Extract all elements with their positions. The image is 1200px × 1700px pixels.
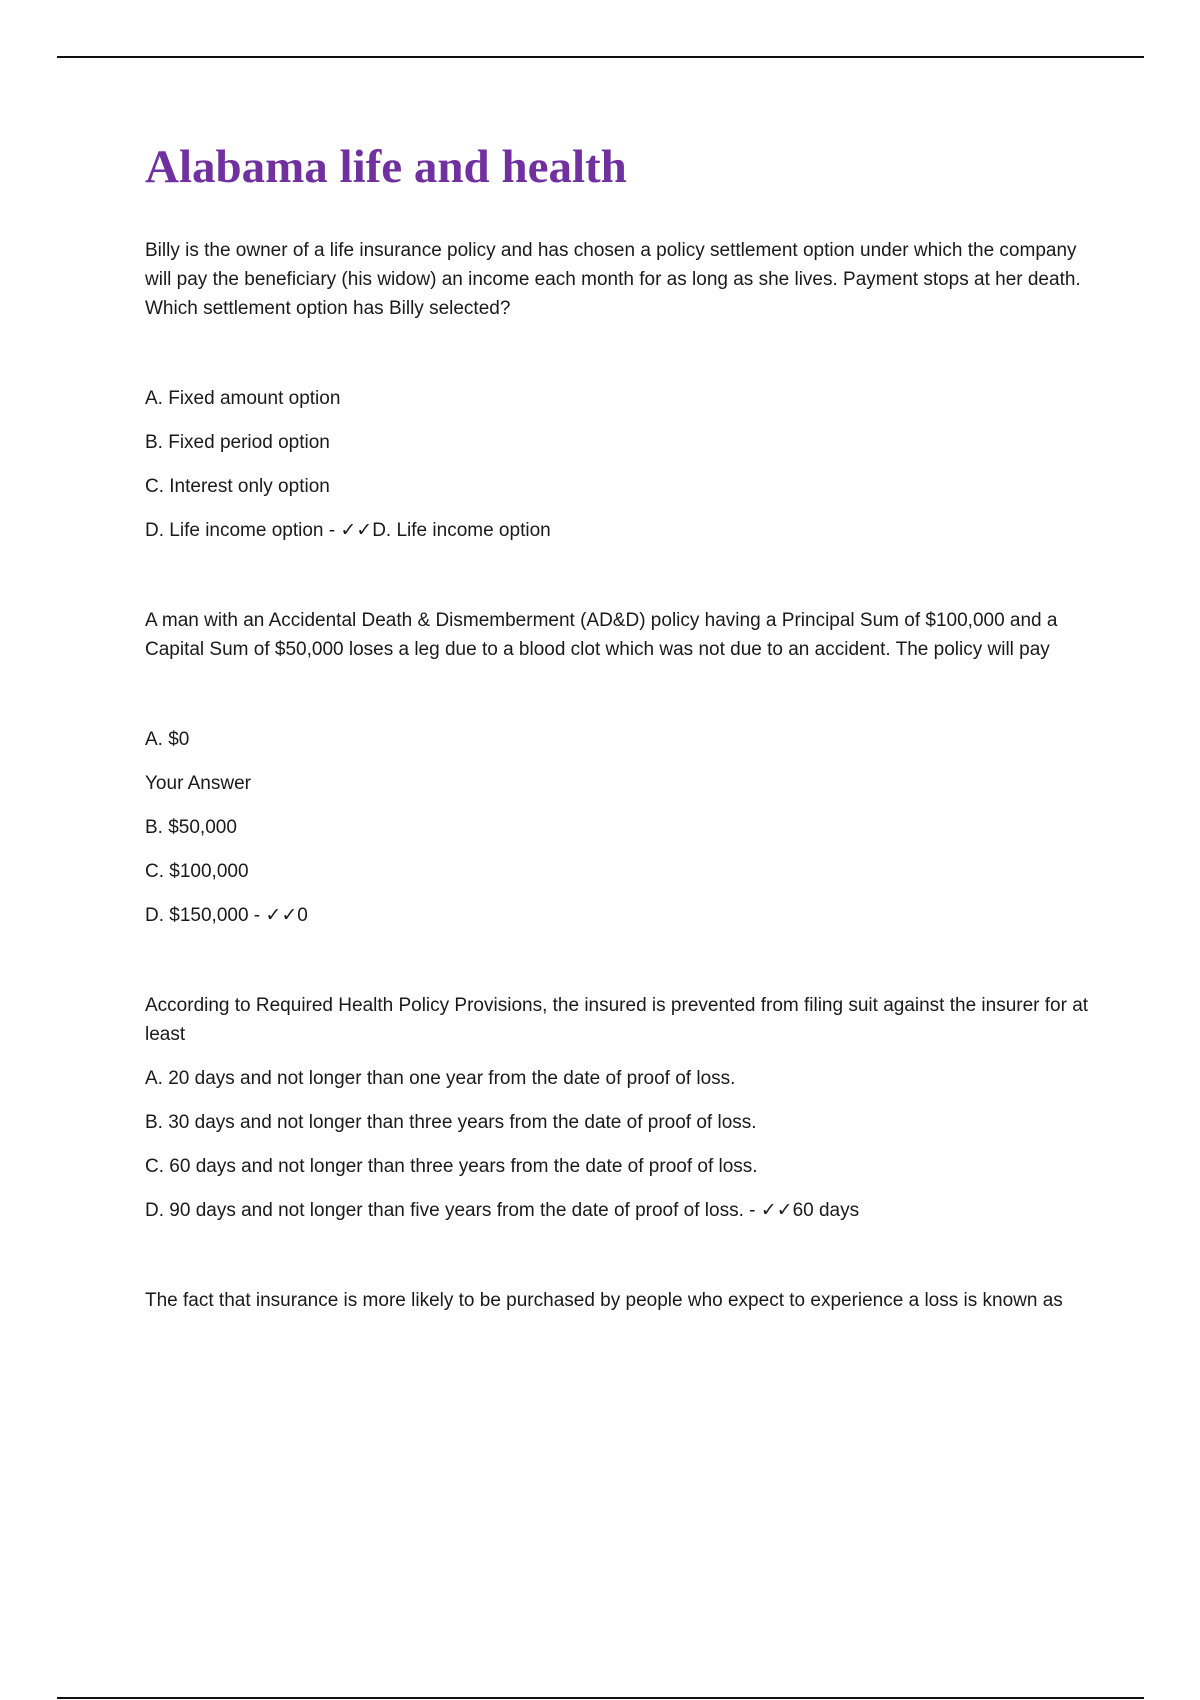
answer-option: C. $100,000 xyxy=(145,861,249,883)
your-answer-label: Your Answer xyxy=(145,773,251,795)
answer-option-correct: D. $150,000 - ✓✓0 xyxy=(145,905,308,927)
header-rule xyxy=(57,56,1144,58)
question-block-4 xyxy=(145,1286,1105,1315)
answer-option: A. 20 days and not longer than one year from the date of proof of loss. xyxy=(145,1068,736,1090)
answer-option-correct: D. 90 days and not longer than five years from the date of proof of loss. - ✓✓60 days xyxy=(145,1200,860,1222)
document-page xyxy=(145,140,1105,1315)
answer-option: B. Fixed period option xyxy=(145,432,330,454)
answer-option: C. Interest only option xyxy=(145,476,330,498)
document-title: Alabama life and health xyxy=(145,141,627,193)
question-block-3 xyxy=(145,991,1105,1225)
question-block-1 xyxy=(145,236,1105,545)
answer-option: C. 60 days and not longer than three years from the date of proof of loss. xyxy=(145,1156,758,1178)
answer-option: A. Fixed amount option xyxy=(145,388,341,410)
question-text: A man with an Accidental Death & Dismemberment (AD&D) policy having a Principal Sum of $100,000 and a Capital Sum of $50,000 loses a leg due to a blood clot which was not due to an accident. The policy will pay xyxy=(145,610,1058,661)
question-text: Billy is the owner of a life insurance policy and has chosen a policy settlement option under which the company will pay the beneficiary (his widow) an income each month for as long as she lives. Payment stops at her death. Which settlement option has Billy selected? xyxy=(145,240,1081,320)
answer-option: A. $0 xyxy=(145,729,190,751)
answer-option-correct: D. Life income option - ✓✓D. Life income option xyxy=(145,520,551,542)
answer-option: B. $50,000 xyxy=(145,817,237,839)
footer-rule xyxy=(57,1697,1144,1699)
question-block-2 xyxy=(145,606,1105,930)
question-text: The fact that insurance is more likely to be purchased by people who expect to experience a loss is known as xyxy=(145,1290,1063,1312)
question-text: According to Required Health Policy Provisions, the insured is prevented from filing suit against the insurer for at least xyxy=(145,995,1089,1046)
answer-option: B. 30 days and not longer than three years from the date of proof of loss. xyxy=(145,1112,757,1134)
